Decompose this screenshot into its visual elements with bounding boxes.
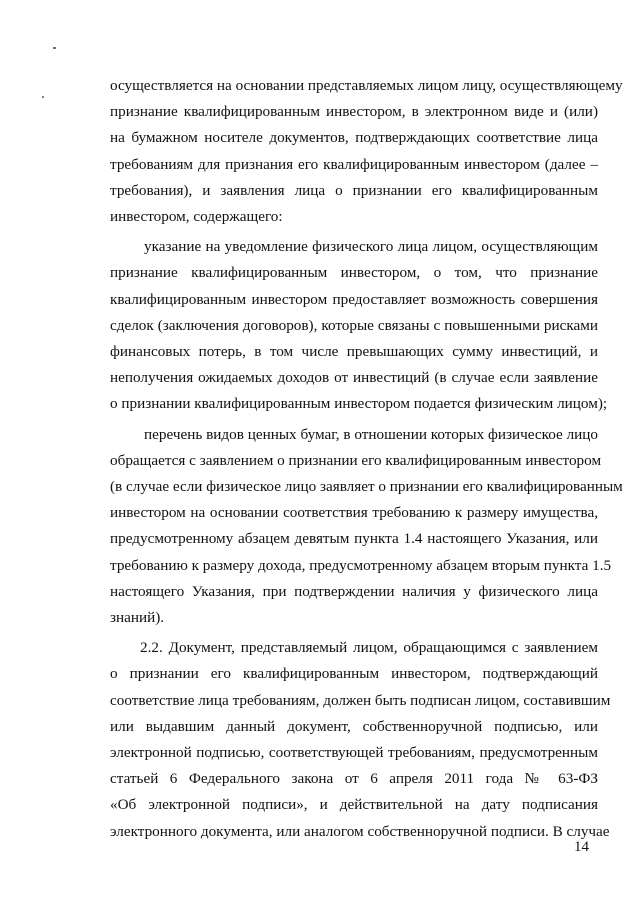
text-line: неполучения ожидаемых доходов от инвестиций (в случае если заявление xyxy=(110,369,598,387)
text-line: «Об электронной подписи», и действительной на дату подписания xyxy=(110,796,598,814)
text-line: статьей 6 Федерального закона от 6 апреля 2011 года № 63-ФЗ xyxy=(110,770,598,788)
paragraph-qualified-investor-basis xyxy=(110,73,623,230)
paragraph-section-2-2 xyxy=(110,635,611,845)
text-line: соответствие лица требованиям, должен быть подписан лицом, составившим xyxy=(110,691,611,709)
text-line: настоящего Указания, при подтверждении наличия у физического лица xyxy=(110,582,598,600)
text-line: требования), и заявления лица о признании его квалифицированным xyxy=(110,181,598,199)
paragraph-risk-notice xyxy=(110,234,608,417)
scan-speck xyxy=(53,47,56,49)
page-number: 14 xyxy=(574,839,589,855)
text-line: обращается с заявлением о признании его квалифицированным инвестором xyxy=(110,451,602,469)
text-line: инвестором, содержащего: xyxy=(110,208,283,226)
text-line: о признании его квалифицированным инвестором, подтверждающий xyxy=(110,665,598,683)
text-line: требованию к размеру дохода, предусмотренному абзацем вторым пункта 1.5 xyxy=(110,556,612,574)
text-line: инвестором на основании соответствия требованию к размеру имущества, xyxy=(110,504,598,522)
text-line: требованиям для признания его квалифицированным инвестором (далее – xyxy=(110,155,598,173)
scan-speck xyxy=(42,96,44,98)
text-line: электронного документа, или аналогом собственноручной подписи. В случае xyxy=(110,822,610,840)
text-line: перечень видов ценных бумаг, в отношении которых физическое лицо xyxy=(144,425,598,443)
text-line: знаний). xyxy=(110,609,165,627)
paragraph-securities-list xyxy=(110,422,623,632)
text-line: о признании квалифицированным инвестором подается физическим лицом); xyxy=(110,395,608,413)
text-line: квалифицированным инвестором предоставляет возможность совершения xyxy=(110,290,598,308)
text-line: указание на уведомление физического лица лицом, осуществляющим xyxy=(144,238,598,256)
text-line: предусмотренному абзацем девятым пункта 1.4 настоящего Указания, или xyxy=(110,530,598,548)
text-line: признание квалифицированным инвестором, о том, что признание xyxy=(110,264,598,282)
text-line: на бумажном носителе документов, подтверждающих соответствие лица xyxy=(110,129,598,147)
text-line: сделок (заключения договоров), которые связаны с повышенными рисками xyxy=(110,316,598,334)
text-line: осуществляется на основании представляемых лицом лицу, осуществляющему xyxy=(110,77,623,94)
document-body xyxy=(110,73,623,845)
text-line: признание квалифицированным инвестором, в электронном виде и (или) xyxy=(110,103,598,121)
text-line: (в случае если физическое лицо заявляет о признании его квалифицированным xyxy=(110,478,623,496)
text-line: или выдавшим данный документ, собственноручной подписью, или xyxy=(110,717,598,735)
text-line: финансовых потерь, в том числе превышающих сумму инвестиций, и xyxy=(110,343,598,361)
text-line: электронной подписью, соответствующей требованиям, предусмотренным xyxy=(110,744,598,762)
text-line: 2.2. Документ, представляемый лицом, обращающимся с заявлением xyxy=(140,639,598,657)
